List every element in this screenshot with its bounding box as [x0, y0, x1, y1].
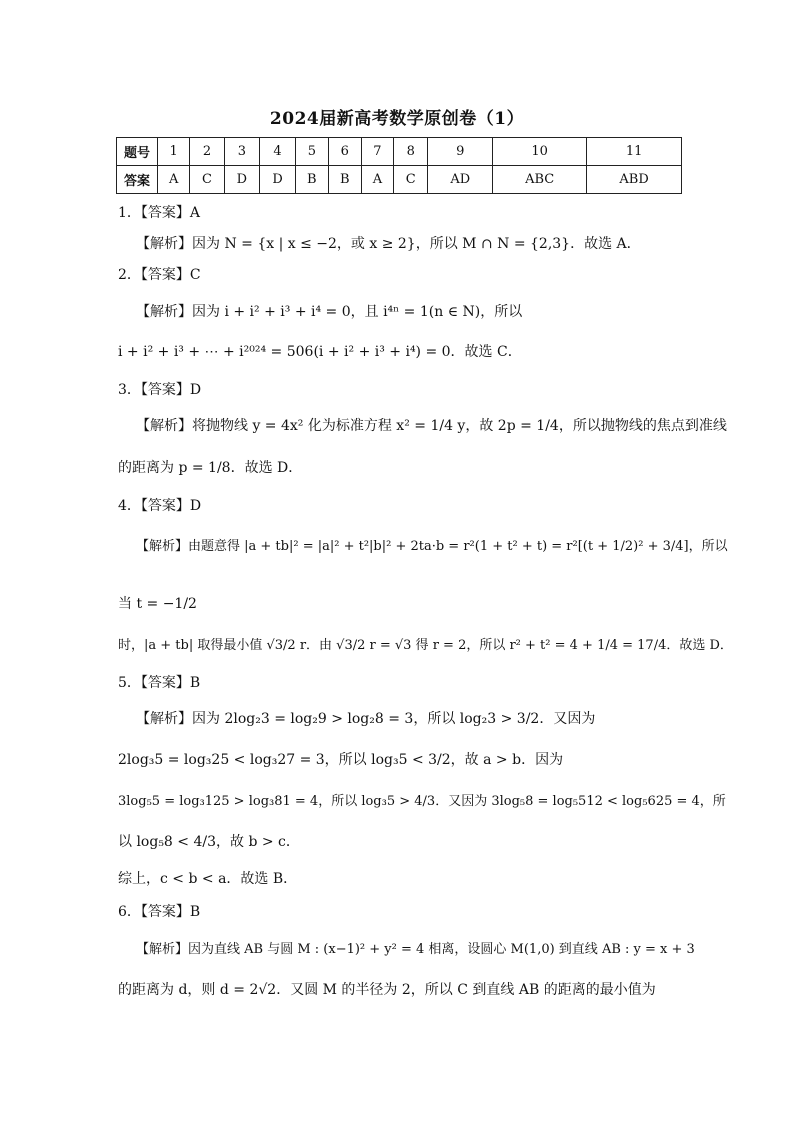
table-cell: 10	[493, 138, 587, 166]
table-cell: AD	[428, 166, 493, 194]
q2-analysis-line2: i + i² + i³ + ⋯ + i²⁰²⁴ = 506(i + i² + i³ + i⁴) = 0．故选 C．	[118, 344, 522, 360]
table-cell: ABD	[587, 166, 682, 194]
q3-answer-heading: 3．【答案】D	[118, 382, 202, 398]
table-cell: A	[158, 166, 190, 194]
q5-analysis-line1: 【解析】因为 2log₂3 = log₂9 > log₂8 = 3，所以 log₂3 > 3/2．又因为	[136, 711, 596, 727]
q3-analysis-line1: 【解析】将抛物线 y = 4x² 化为标准方程 x² = 1/4 y，故 2p = 1/4，所以抛物线的焦点到准线	[136, 418, 727, 434]
q1-analysis: 【解析】因为 N = {x | x ≤ −2，或 x ≥ 2}，所以 M ∩ N = {2,3}．故选 A．	[136, 236, 641, 252]
table-cell: 11	[587, 138, 682, 166]
q4-analysis-line3: 时，|a + tb| 取得最小值 √3/2 r．由 √3/2 r = √3 得 r = 2，所以 r² + t² = 4 + 1/4 = 17/4．故选 D．	[118, 638, 733, 653]
table-cell: C	[394, 166, 428, 194]
table-cell: ABC	[493, 166, 587, 194]
q6-analysis-line2: 的距离为 d，则 d = 2√2．又圆 M 的半径为 2，所以 C 到直线 AB 的距离的最小值为	[118, 982, 656, 998]
q4-analysis-line1: 【解析】由题意得 |a + tb|² = |a|² + t²|b|² + 2ta·b = r²(1 + t² + t) = r²[(t + 1/2)² + 3/4]，所以	[136, 539, 728, 554]
table-cell: B	[328, 166, 361, 194]
table-cell: C	[190, 166, 224, 194]
q5-summary: 综上，c < b < a．故选 B．	[118, 871, 298, 887]
q2-answer-heading: 2．【答案】C	[118, 267, 201, 283]
table-cell: B	[295, 166, 328, 194]
row-label-answer: 答案	[117, 166, 158, 194]
table-cell: 2	[190, 138, 224, 166]
table-cell: 4	[260, 138, 296, 166]
q2-analysis-line1: 【解析】因为 i + i² + i³ + i⁴ = 0，且 i⁴ⁿ = 1(n ∈ N)，所以	[136, 304, 523, 320]
table-cell: D	[224, 166, 260, 194]
table-row	[117, 138, 682, 166]
table-cell: 8	[394, 138, 428, 166]
q3-analysis-line2: 的距离为 p = 1/8．故选 D．	[118, 460, 303, 476]
q1-answer-heading: 1．【答案】A	[118, 205, 201, 221]
table-cell: D	[260, 166, 296, 194]
table-row	[117, 166, 682, 194]
q4-analysis-line2: 当 t = −1/2	[118, 596, 197, 612]
table-cell: 9	[428, 138, 493, 166]
row-label-number: 题号	[117, 138, 158, 166]
q6-answer-heading: 6．【答案】B	[118, 904, 201, 920]
table-cell: 1	[158, 138, 190, 166]
table-cell: 6	[328, 138, 361, 166]
page-title: 2024届新高考数学原创卷（1）	[269, 109, 525, 129]
q5-analysis-line3: 3log₅5 = log₃125 > log₃81 = 4，所以 log₃5 > 4/3．又因为 3log₅8 = log₅512 < log₅625 = 4，所	[118, 794, 726, 809]
q5-analysis-line4: 以 log₅8 < 4/3，故 b > c．	[118, 834, 300, 850]
answer-table	[116, 137, 682, 194]
q4-answer-heading: 4．【答案】D	[118, 498, 202, 514]
table-cell: 5	[295, 138, 328, 166]
table-cell: 7	[361, 138, 393, 166]
table-cell: A	[361, 166, 393, 194]
q5-answer-heading: 5．【答案】B	[118, 675, 201, 691]
q5-analysis-line2: 2log₃5 = log₃25 < log₃27 = 3，所以 log₃5 < 3/2，故 a > b．因为	[118, 752, 564, 768]
q6-analysis-line1: 【解析】因为直线 AB 与圆 M : (x−1)² + y² = 4 相离，设圆心 M(1,0) 到直线 AB : y = x + 3	[136, 942, 695, 957]
table-cell: 3	[224, 138, 260, 166]
